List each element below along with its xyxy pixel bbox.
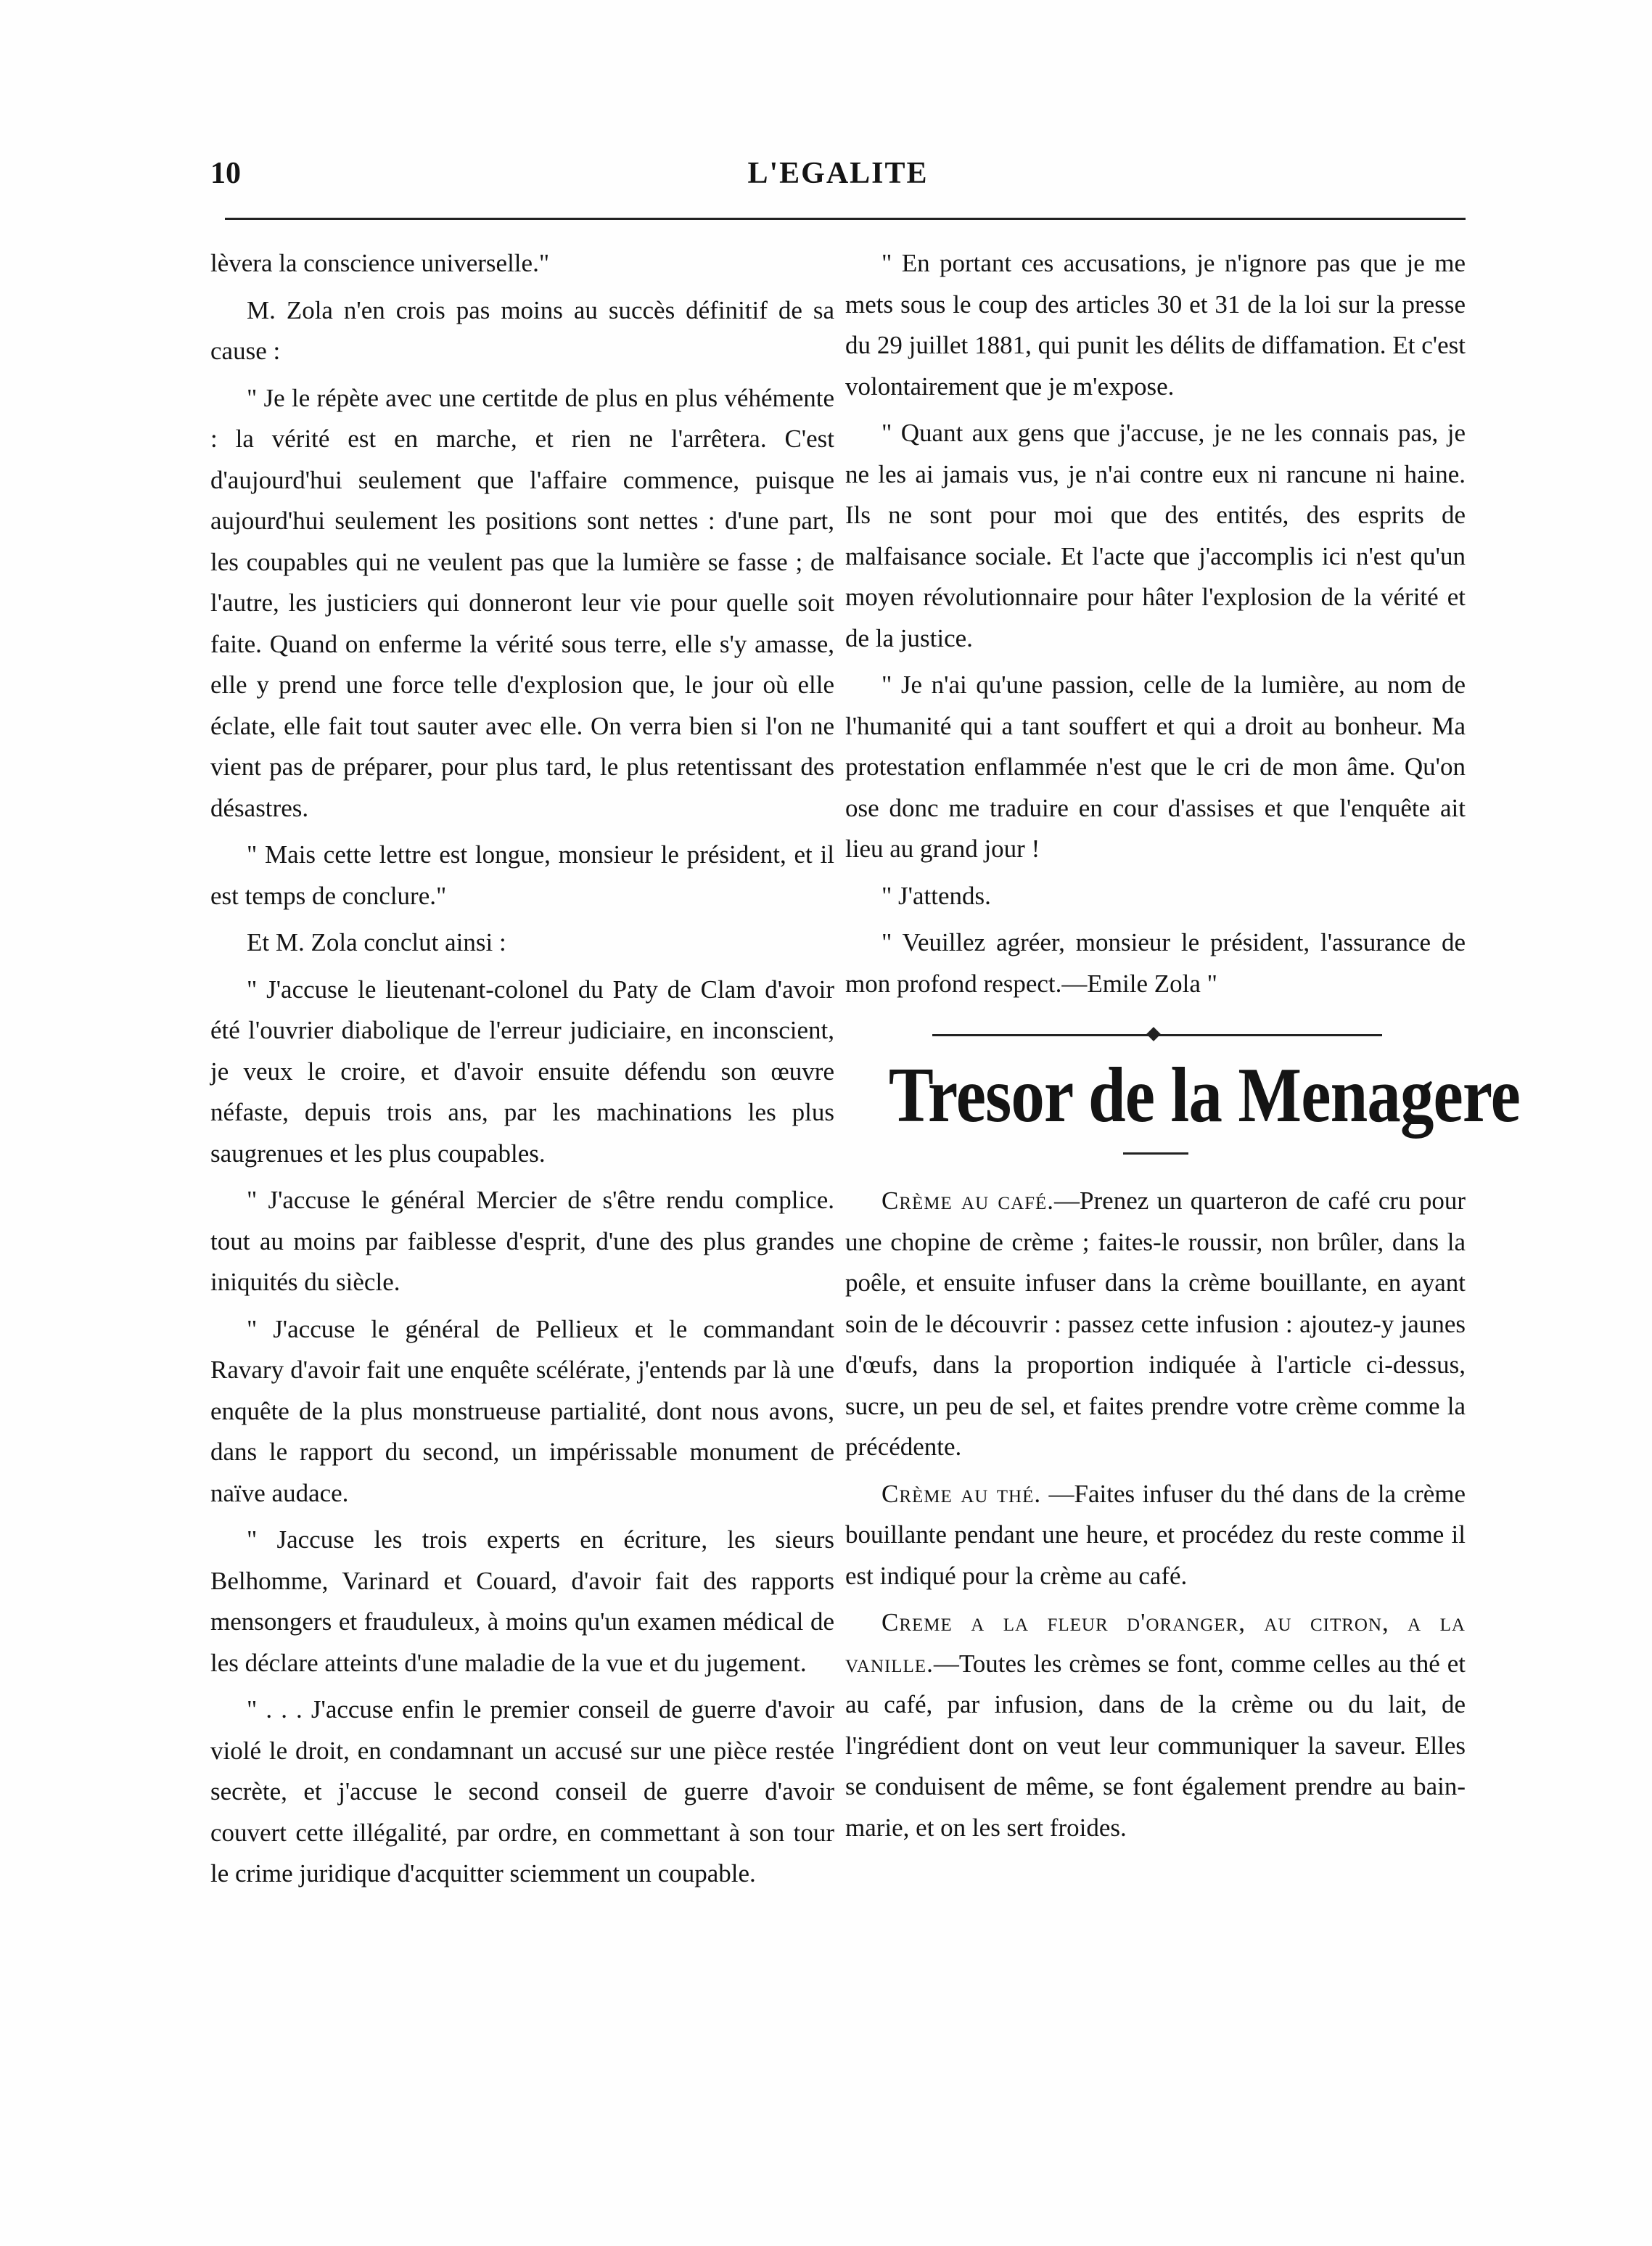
article-paragraph: Et M. Zola conclut ainsi : bbox=[247, 928, 506, 956]
recipe-lead: Crème au café. bbox=[882, 1186, 1055, 1215]
divider-diamond-icon bbox=[1146, 1027, 1161, 1041]
article-paragraph: " Jaccuse les trois experts en écriture, les sieurs Belhomme, Varinard et Couard, d'avoir fait des rapports mensongers et frauduleux, à moins qu'un examen médical de les déclare atteints d'une maladie de la vue et du jugement. bbox=[210, 1525, 834, 1677]
recipe-lead: Crème au thé. bbox=[882, 1479, 1042, 1508]
page-header bbox=[210, 156, 1466, 207]
article-paragraph: " Veuillez agréer, monsieur le président, l'assurance de mon profond respect.—Emile Zola " bbox=[845, 928, 1466, 998]
header-rule bbox=[225, 218, 1466, 220]
article-paragraph: " J'accuse le lieutenant-colonel du Paty de Clam d'avoir été l'ouvrier diabolique de l'erreur judiciaire, en inconscient, je veux le croire, et d'avoir ensuite défendu son œuvre néfaste, depuis trois ans, par les machinations les plus saugrenues et les plus coupables. bbox=[210, 975, 834, 1168]
recipe-paragraph bbox=[845, 1602, 1466, 1848]
page-number: 10 bbox=[210, 157, 241, 190]
article-paragraph: " J'attends. bbox=[882, 881, 991, 910]
article-paragraph: " En portant ces accusations, je n'ignore pas que je me mets sous le coup des articles 30 et 31 de la loi sur la presse du 29 juillet 1881, qui punit les délits de diffamation. Et c'est volontairement que je m'expose. bbox=[845, 249, 1466, 401]
article-paragraph: " J'accuse le général Mercier de s'être rendu complice. tout au moins par faiblesse d'esprit, d'une des plus grandes iniquités du siècle. bbox=[210, 1186, 834, 1296]
article-paragraph: " Je n'ai qu'une passion, celle de la lumière, au nom de l'humanité qui a tant souffert et qui a droit au bonheur. Ma protestation enflammée n'est que le cri de mon âme. Qu'on ose donc me traduire en cour d'assises et que l'enquête ait lieu au grand jour ! bbox=[845, 671, 1466, 863]
article-paragraph: " . . . J'accuse enfin le premier conseil de guerre d'avoir violé le droit, en condamnant un accusé sur une pièce restée secrète, et j'accuse le second conseil de guerre d'avoir couvert cette illégalité, par ordre, en commettant à son tour le crime juridique d'acquitter sciemment un coupable. bbox=[210, 1695, 834, 1888]
article-paragraph: " Je le répète avec une certitde de plus en plus véhémente : la vérité est en marche, et rien ne l'arrêtera. C'est d'aujourd'hui seulement que l'affaire commence, puisque aujourd'hui seulement les positions sont nettes : d'une part, les coupables qui ne veulent pas que la lumière se fasse ; de l'autre, les justiciers qui donneront leur vie pour quelle soit faite. Quand on enferme la vérité sous terre, elle s'y amasse, elle y prend une force telle d'explosion que, le jour où elle éclate, elle fait tout sauter avec elle. On verra bien si l'on ne vient pas de préparer, pour plus tard, le plus retentissant des désastres. bbox=[210, 383, 834, 822]
recipe-body: —Toutes les crèmes se font, comme celles au thé et au café, par infusion, dans de la crème ou du lait, de l'ingrédient dont on veut leur communiquer la saveur. Elles se conduisent de même, se font également prendre au bain-marie, et on les sert froides. bbox=[845, 1649, 1466, 1842]
article-paragraph: " Quant aux gens que j'accuse, je ne les connais pas, je ne les ai jamais vus, je n'ai contre eux ni rancune ni haine. Ils ne sont pour moi que des entités, des esprits de malfaisance sociale. Et l'acte que j'accomplis ici n'est qu'un moyen révolutionnaire pour hâter l'explosion de la vérité et de la justice. bbox=[845, 419, 1466, 652]
article-paragraph: lèvera la conscience universelle." bbox=[210, 249, 550, 277]
section-title: Tresor de la Menagere bbox=[888, 1052, 1520, 1139]
right-column bbox=[845, 243, 1520, 1854]
recipe-paragraph bbox=[845, 1181, 1466, 1468]
ornamental-divider bbox=[845, 1020, 1466, 1049]
article-paragraph: M. Zola n'en crois pas moins au succès définitif de sa cause : bbox=[210, 295, 834, 365]
article-paragraph: " Mais cette lettre est longue, monsieur le président, et il est temps de conclure." bbox=[210, 840, 834, 910]
left-column bbox=[210, 243, 834, 1901]
masthead-title: L'EGALITE bbox=[747, 157, 929, 190]
recipe-body: —Faites infuser du thé dans de la crème bouillante pendant une heure, et procédez du reste comme il est indiqué pour la crème au café. bbox=[845, 1479, 1466, 1590]
recipe-paragraph bbox=[845, 1474, 1466, 1597]
article-paragraph: " J'accuse le général de Pellieux et le commandant Ravary d'avoir fait une enquête scélérate, j'entends par là une enquête de la plus monstrueuse partialité, dont nous avons, dans le rapport du second, un impérissable monument de naïve audace. bbox=[210, 1314, 834, 1507]
title-rule bbox=[1123, 1152, 1188, 1155]
recipe-lead: Creme a la fleur d'oranger, au citron, a la vanille. bbox=[845, 1608, 1466, 1678]
recipe-body: —Prenez un quarteron de café cru pour une chopine de crème ; faites-le roussir, non brûler, dans la poêle, et ensuite infuser dans la crème bouillante, en ayant soin de le découvrir : passez cette infusion : ajoutez-y jaunes d'œufs, dans la proportion indiquée à l'article ci-dessus, sucre, un peu de sel, et faites prendre votre crème comme la précédente. bbox=[845, 1186, 1466, 1461]
